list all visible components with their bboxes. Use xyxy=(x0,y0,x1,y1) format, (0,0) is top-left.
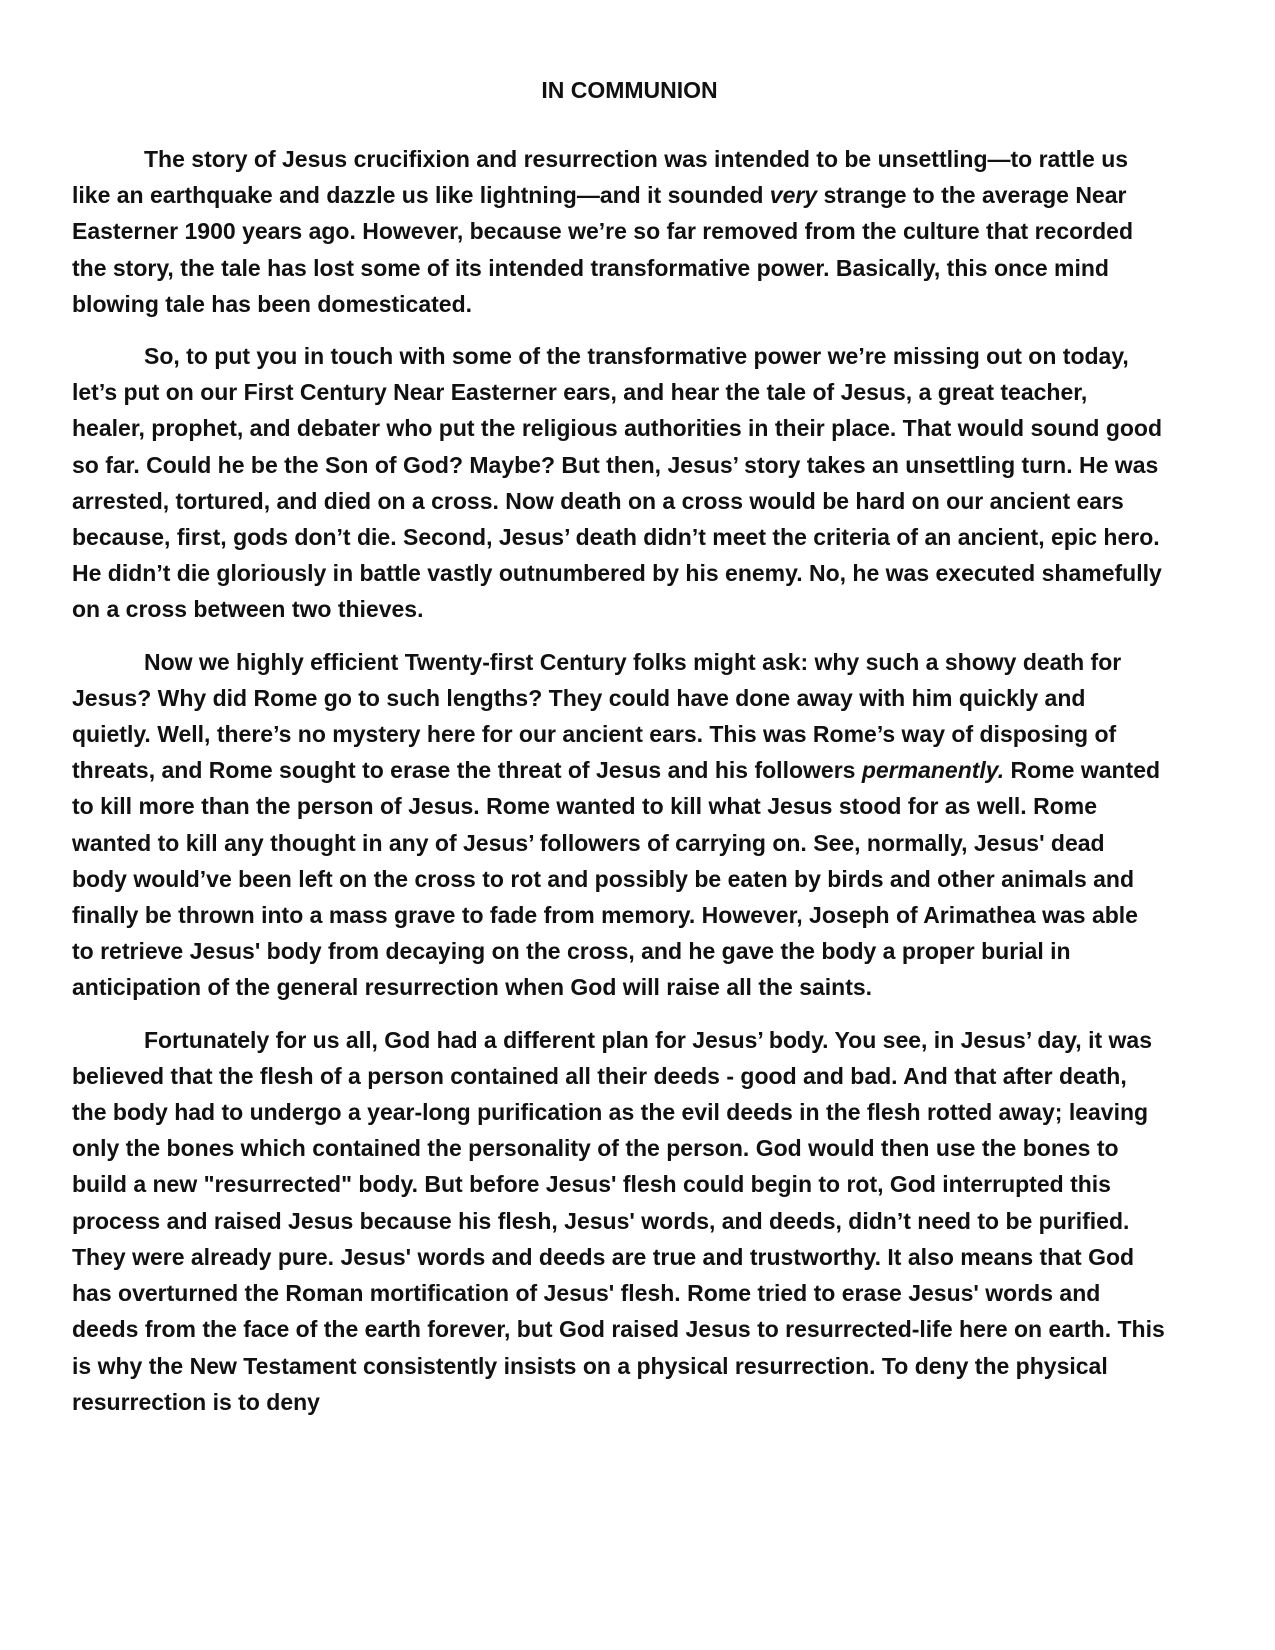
paragraph-3-text-a: Now we highly efficient Twenty-first Century folks might ask: why such a showy death for Jesus? Why did Rome go to such lengths? They could have done away with him quickly and quietly. Well, there’s no mystery here for our ancient ears. This was Rome’s way of disposing of threats, and Rome sought to erase the threat of Jesus and his followers xyxy=(72,648,1122,784)
paragraph-4: Fortunately for us all, God had a different plan for Jesus’ body. You see, in Jesus’ day, it was believed that the flesh of a person contained all their deeds - good and bad. And that after death, the body had to undergo a year-long purification as the evil deeds in the flesh rotted away; leaving only the bones which contained the personality of the person. God would then use the bones to build a new "resurrected" body. But before Jesus' flesh could begin to rot, God interrupted this process and raised Jesus because his flesh, Jesus' words, and deeds, didn’t need to be purified. They were already pure. Jesus' words and deeds are true and trustworthy. It also means that God has overturned the Roman mortification of Jesus' flesh. Rome tried to erase Jesus' words and deeds from the face of the earth forever, but God raised Jesus to resurrected-life here on earth. This is why the New Testament consistently insists on a physical resurrection. To deny the physical resurrection is to deny xyxy=(72,1026,1165,1415)
paragraph-3 xyxy=(72,644,1165,1006)
paragraph-2: So, to put you in touch with some of the transformative power we’re missing out on today, let’s put on our First Century Near Easterner ears, and hear the tale of Jesus, a great teacher, healer, prophet, and debater who put the religious authorities in their place. That would sound good so far. Could he be the Son of God? Maybe? But then, Jesus’ story takes an unsettling turn. He was arrested, tortured, and died on a cross. Now death on a cross would be hard on our ancient ears because, first, gods don’t die. Second, Jesus’ death didn’t meet the criteria of an ancient, epic hero. He didn’t die gloriously in battle vastly outnumbered by his enemy. No, he was executed shamefully on a cross between two thieves. xyxy=(72,343,1163,623)
paragraph-3-emphasis: permanently. xyxy=(861,757,1005,784)
document-title: IN COMMUNION xyxy=(541,77,718,103)
paragraph-1-text-a: The story of Jesus crucifixion and resurrection was intended to be unsettling—to rattle us like an earthquake and dazzle us like lightning—and it sounded xyxy=(72,146,1129,209)
paragraph-1-text-b: strange to the average Near Easterner 1900 years ago. However, because we’re so far removed from the culture that recorded the story, the tale has lost some of its intended transformative power. Basically, this once mind blowing tale has been domesticated. xyxy=(72,182,1133,317)
paragraph-1 xyxy=(72,141,1165,322)
paragraph-3-text-b: Rome wanted to kill more than the person of Jesus. Rome wanted to kill what Jesus stood for as well. Rome wanted to kill any thought in any of Jesus’ followers of carrying on. See, normally, Jesus' dead body would’ve been left on the cross to rot and possibly be eaten by birds and other animals and finally be thrown into a mass grave to fade from memory. However, Joseph of Arimathea was able to retrieve Jesus' body from decaying on the cross, and he gave the body a proper burial in anticipation of the general resurrection when God will raise all the saints. xyxy=(72,757,1161,1001)
paragraph-1-emphasis: very xyxy=(769,182,818,209)
